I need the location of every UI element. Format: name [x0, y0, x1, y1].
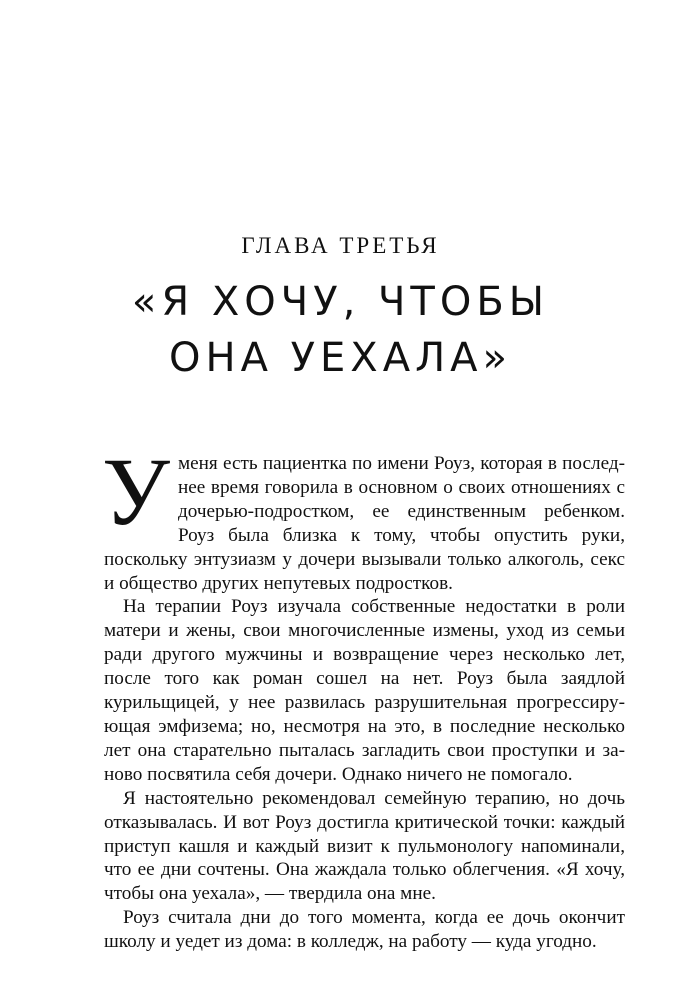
chapter-title: [0, 274, 681, 386]
paragraph-1-text: меня есть пациентка по имени Роуз, которая в последнее время говорила в основном о своих отношениях с дочерью-подростком, ее единственным ребенком. Роуз была близка к тому, чтобы опустить руки, поскольку энтузиазм у дочери вызывали только алкоголь, секс и общество других непутевых подростков.: [104, 453, 625, 594]
drop-cap: У: [102, 438, 170, 545]
paragraph-1: [102, 438, 625, 595]
paragraph-2: На терапии Роуз изучала собственные недостатки в роли матери и жены, свои многочисленные измены, уход из семьи ради другого мужчины и возвращение через несколько лет, после того как роман сошел на нет. Роуз была заядлой курильщицей, у нее развилась разрушительная прогрессирующая эмфизема; но, несмотря на это, в последние несколько лет она старательно пыталась загладить свои проступки и заново посвятила себя дочери. Однако ничего не помогало.: [104, 596, 625, 785]
chapter-title-line-2: ОНА УЕХАЛА»: [169, 335, 512, 381]
chapter-title-line-1: «Я ХОЧУ, ЧТОБЫ: [131, 279, 550, 325]
chapter-body: [102, 438, 625, 954]
paragraph-3: Я настоятельно рекомендовал семейную терапию, но дочь отказывалась. И вот Роуз достигла критической точки: каждый приступ кашля и каждый визит к пульмонологу напоминали, что ее дни сочтены. Она жаждала только облегчения. «Я хочу, чтобы она уехала», — твердила она мне.: [104, 787, 625, 905]
paragraph-4: Роуз считала дни до того момента, когда ее дочь окончит школу и уедет из дома: в колледж, на работу — куда угодно.: [104, 907, 625, 953]
chapter-label: ГЛАВА ТРЕТЬЯ: [241, 233, 440, 258]
